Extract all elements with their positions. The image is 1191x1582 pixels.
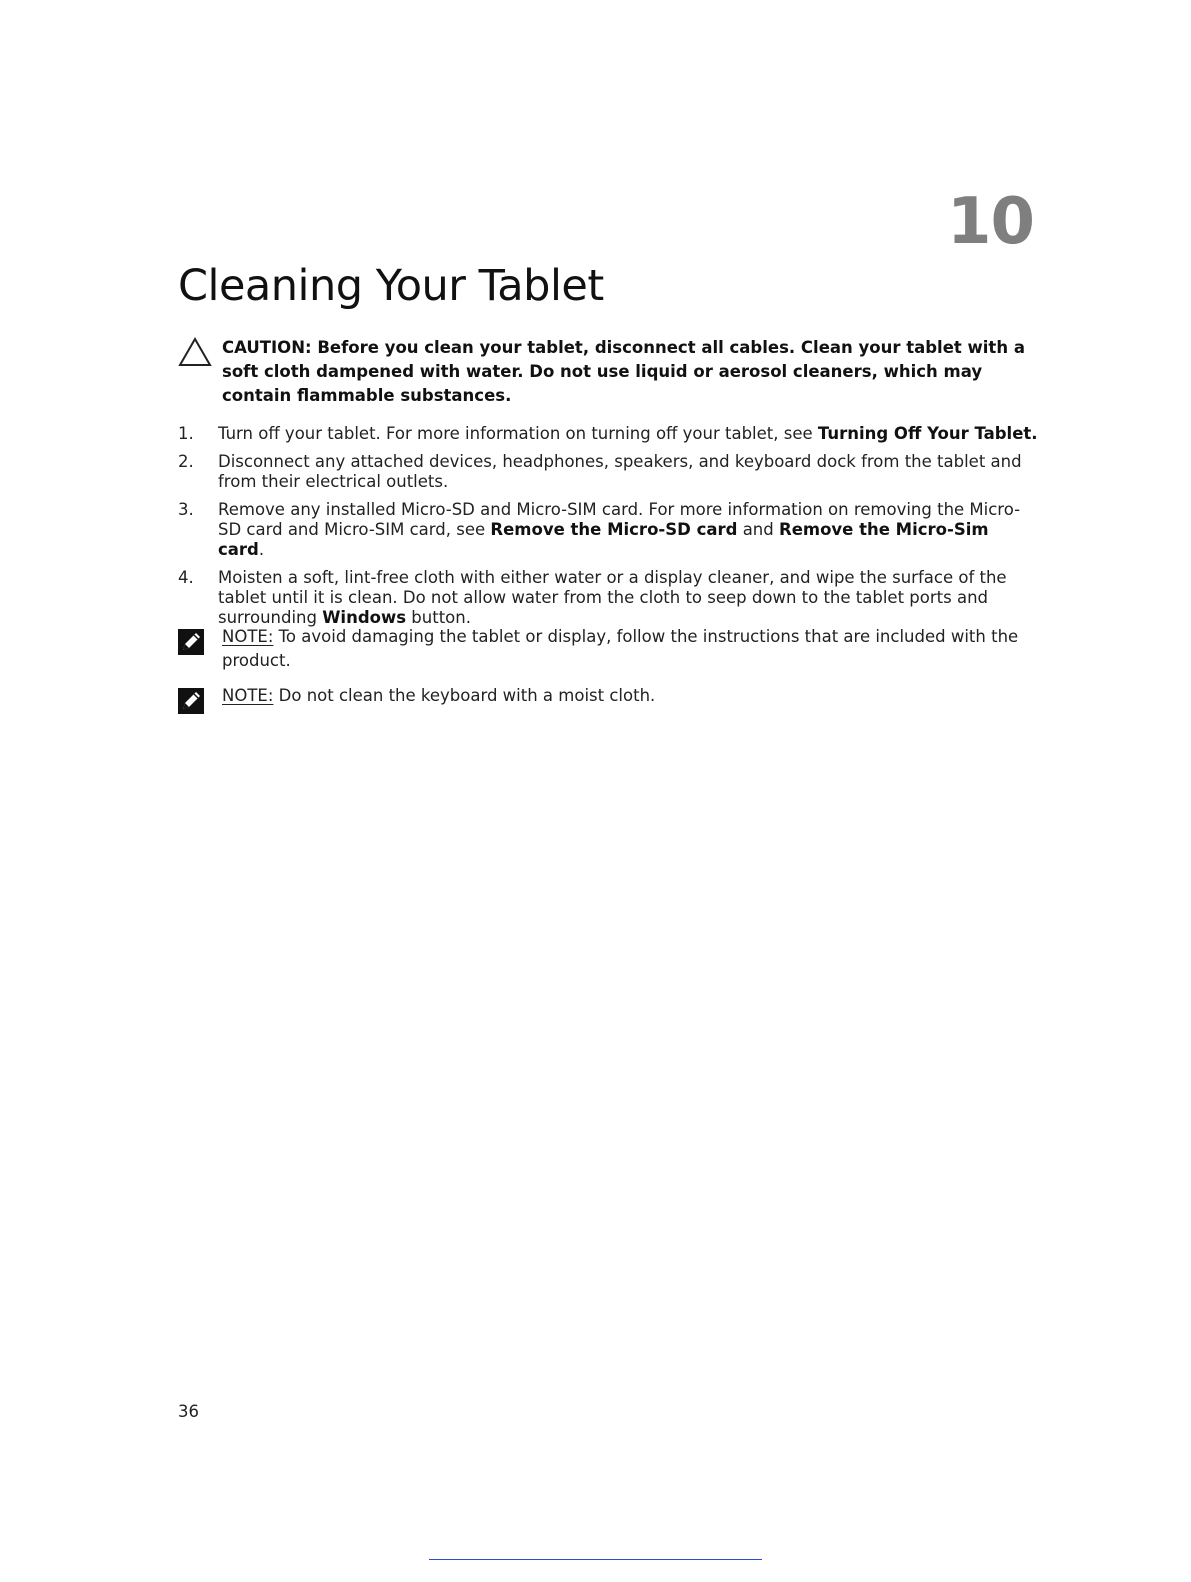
caution-text: CAUTION: Before you clean your tablet, disconnect all cables. Clean your tablet with a soft cloth dampened with water. Do not use liquid or aerosol cleaners, which may contain flammable substances. (222, 338, 1025, 405)
cleaning-steps (178, 424, 1038, 636)
step-text: Remove any installed Micro-SD and Micro-SIM card. For more information on removing the Micro-SD card and Micro-SIM card, see Remove the Micro-SD card and Remove the Micro-Sim card. (218, 500, 1021, 559)
step-number: 1. (178, 424, 194, 443)
windows-button-label: Windows (322, 608, 407, 627)
list-item (178, 568, 1038, 628)
step-number: 3. (178, 500, 194, 519)
cross-reference: Remove the Micro-Sim card (218, 520, 989, 559)
note-label: NOTE: (222, 627, 274, 646)
note-text: NOTE: Do not clean the keyboard with a moist cloth. (222, 686, 656, 705)
step-text: Disconnect any attached devices, headphones, speakers, and keyboard dock from the tablet and from their electrical outlets. (218, 452, 1022, 491)
list-item (178, 424, 1038, 444)
cross-reference: Remove the Micro-SD card (490, 520, 738, 539)
cross-reference: Turning Off Your Tablet. (817, 424, 1038, 443)
warning-triangle-icon (178, 336, 212, 368)
step-text: Turn off your tablet. For more information on turning off your tablet, see Turning Off Your Tablet. (218, 424, 1038, 443)
list-item (178, 500, 1038, 560)
note-text: NOTE: To avoid damaging the tablet or display, follow the instructions that are included with the product. (222, 627, 1019, 670)
list-item (178, 452, 1038, 492)
page-number: 36 (178, 1402, 199, 1421)
page-title: Cleaning Your Tablet (178, 261, 604, 311)
note-label: NOTE: (222, 686, 274, 705)
chapter-number: 10 (946, 185, 1034, 259)
step-text: Moisten a soft, lint-free cloth with either water or a display cleaner, and wipe the surface of the tablet until it is clean. Do not allow water from the cloth to seep down to the tablet ports and surrounding Windows button. (218, 568, 1007, 627)
note-pencil-icon (178, 629, 204, 655)
step-number: 2. (178, 452, 194, 471)
footer-rule (429, 1559, 762, 1560)
step-number: 4. (178, 568, 194, 587)
caution-box (178, 336, 1038, 408)
note-pencil-icon (178, 688, 204, 714)
note-box (178, 625, 1038, 673)
note-box (178, 684, 1038, 714)
